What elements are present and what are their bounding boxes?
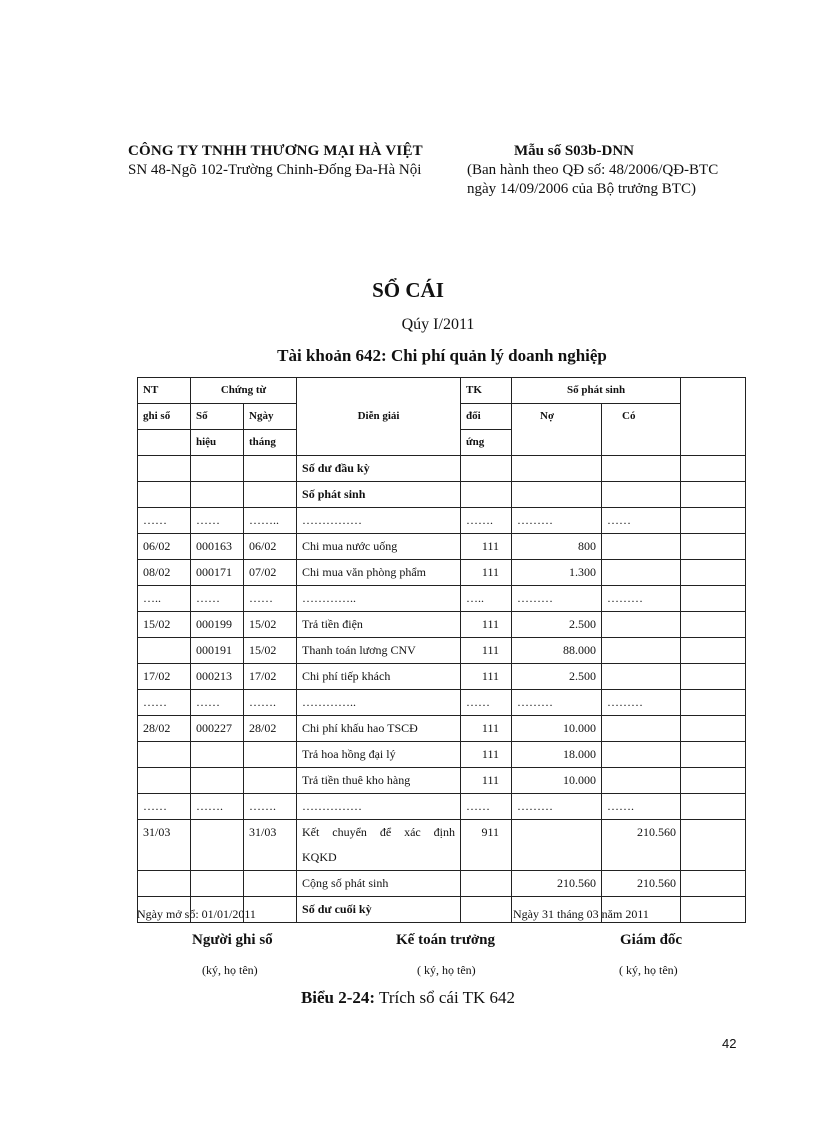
opening-date: Ngày mở sổ: 01/01/2011 bbox=[137, 907, 256, 921]
signer-chief-accountant-title: Kế toán trưởng bbox=[396, 932, 495, 948]
cell-credit bbox=[602, 716, 681, 742]
signer-director-note: ( ký, họ tên) bbox=[619, 963, 678, 977]
cell-doc-no: 000213 bbox=[191, 664, 244, 690]
cell-doc-no: …… bbox=[191, 690, 244, 716]
cell-desc: …………… bbox=[297, 794, 461, 820]
cell-blank bbox=[681, 586, 746, 612]
cell-acct: 111 bbox=[461, 768, 512, 794]
header-ghi-so: ghi sổ bbox=[138, 404, 191, 430]
total-row bbox=[138, 871, 746, 897]
cell-date: …… bbox=[138, 690, 191, 716]
header-nt: NT bbox=[138, 378, 191, 404]
cell-doc-date: …….. bbox=[244, 508, 297, 534]
closing-entry-row bbox=[138, 820, 746, 871]
cell-desc: Chi mua văn phòng phẩm bbox=[297, 560, 461, 586]
cell-debit: 2.500 bbox=[512, 664, 602, 690]
opening-balance-label: Số dư đầu kỳ bbox=[297, 456, 461, 482]
cell-acct: …… bbox=[461, 690, 512, 716]
cell-desc: Chi mua nước uống bbox=[297, 534, 461, 560]
cell-acct: 111 bbox=[461, 534, 512, 560]
cell-credit bbox=[602, 664, 681, 690]
cell-credit: ……… bbox=[602, 690, 681, 716]
table-row bbox=[138, 742, 746, 768]
cell-credit: …… bbox=[602, 508, 681, 534]
cell-acct: ….. bbox=[461, 586, 512, 612]
table-row bbox=[138, 664, 746, 690]
table-row bbox=[138, 716, 746, 742]
cell-blank bbox=[681, 638, 746, 664]
ledger-period: Qúy I/2011 bbox=[401, 316, 475, 333]
cell-blank bbox=[681, 534, 746, 560]
cell-doc-date bbox=[244, 768, 297, 794]
form-issued-line1: (Ban hành theo QĐ số: 48/2006/QĐ-BTC bbox=[467, 162, 719, 178]
cell-doc-date: 28/02 bbox=[244, 716, 297, 742]
header-co: Có bbox=[602, 404, 681, 456]
cell-desc: ………….. bbox=[297, 586, 461, 612]
table-row bbox=[138, 768, 746, 794]
cell-debit: ……… bbox=[512, 794, 602, 820]
company-address: SN 48-Ngõ 102-Trường Chinh-Đống Đa-Hà Nội bbox=[128, 162, 422, 178]
header-chung-tu: Chứng từ bbox=[191, 378, 297, 404]
cell-blank bbox=[681, 768, 746, 794]
cell-debit: 88.000 bbox=[512, 638, 602, 664]
signer-recorder-title: Người ghi sổ bbox=[192, 932, 273, 948]
cell-desc: Trả tiền thuê kho hàng bbox=[297, 768, 461, 794]
cell-credit bbox=[602, 768, 681, 794]
total-credit: 210.560 bbox=[602, 871, 681, 897]
cell-debit: 800 bbox=[512, 534, 602, 560]
total-label: Cộng số phát sinh bbox=[297, 871, 461, 897]
header-hieu: hiệu bbox=[191, 430, 244, 456]
cell-acct: 911 bbox=[461, 820, 512, 871]
cell-desc: Chi phí khấu hao TSCĐ bbox=[297, 716, 461, 742]
cell-doc-date: 15/02 bbox=[244, 612, 297, 638]
cell-doc-no bbox=[191, 768, 244, 794]
cell-credit: 210.560 bbox=[602, 820, 681, 871]
table-row bbox=[138, 508, 746, 534]
cell-date bbox=[138, 768, 191, 794]
cell-doc-date: 31/03 bbox=[244, 820, 297, 871]
cell-blank bbox=[681, 794, 746, 820]
cell-credit bbox=[602, 742, 681, 768]
form-code: Mẫu số S03b-DNN bbox=[514, 143, 635, 159]
cell-debit: 18.000 bbox=[512, 742, 602, 768]
cell-doc-no: …… bbox=[191, 508, 244, 534]
cell-doc-date: 06/02 bbox=[244, 534, 297, 560]
cell-doc-no: ……. bbox=[191, 794, 244, 820]
cell-doc-date: …… bbox=[244, 586, 297, 612]
cell-date: 08/02 bbox=[138, 560, 191, 586]
header-doi: đối bbox=[461, 404, 512, 430]
cell-doc-no: 000163 bbox=[191, 534, 244, 560]
cell-date: …… bbox=[138, 794, 191, 820]
cell-doc-date: 07/02 bbox=[244, 560, 297, 586]
cell-acct: 111 bbox=[461, 560, 512, 586]
header-no: Nợ bbox=[512, 404, 602, 456]
ledger-account: Tài khoản 642: Chi phí quản lý doanh nghiệp bbox=[277, 346, 607, 365]
total-debit: 210.560 bbox=[512, 871, 602, 897]
cell-acct: 111 bbox=[461, 716, 512, 742]
cell-desc bbox=[297, 820, 461, 871]
cell-doc-no: 000199 bbox=[191, 612, 244, 638]
cell-blank bbox=[681, 690, 746, 716]
signer-chief-accountant-note: ( ký, họ tên) bbox=[417, 963, 476, 977]
cell-acct: ……. bbox=[461, 508, 512, 534]
cell-date: 31/03 bbox=[138, 820, 191, 871]
cell-doc-no: 000171 bbox=[191, 560, 244, 586]
cell-debit: 10.000 bbox=[512, 768, 602, 794]
table-row bbox=[138, 794, 746, 820]
table-row bbox=[138, 612, 746, 638]
cell-credit bbox=[602, 638, 681, 664]
arising-label-row bbox=[138, 482, 746, 508]
cell-date: 17/02 bbox=[138, 664, 191, 690]
arising-label: Số phát sinh bbox=[297, 482, 461, 508]
cell-acct: 111 bbox=[461, 612, 512, 638]
cell-blank bbox=[681, 508, 746, 534]
table-row bbox=[138, 690, 746, 716]
cell-acct: …… bbox=[461, 794, 512, 820]
cell-blank bbox=[681, 560, 746, 586]
company-name: CÔNG TY TNHH THƯƠNG MẠI HÀ VIỆT bbox=[128, 143, 423, 159]
cell-doc-date bbox=[244, 742, 297, 768]
table-row bbox=[138, 560, 746, 586]
cell-debit: 10.000 bbox=[512, 716, 602, 742]
cell-acct: 111 bbox=[461, 638, 512, 664]
table-row bbox=[138, 638, 746, 664]
cell-debit bbox=[512, 820, 602, 871]
cell-desc: Trả hoa hồng đại lý bbox=[297, 742, 461, 768]
cell-debit: ……… bbox=[512, 586, 602, 612]
cell-desc: Thanh toán lương CNV bbox=[297, 638, 461, 664]
cell-desc: …………… bbox=[297, 508, 461, 534]
ledger-title: SỔ CÁI bbox=[372, 278, 444, 302]
header-empty bbox=[681, 378, 746, 456]
signer-director-title: Giám đốc bbox=[620, 932, 683, 948]
cell-date: 06/02 bbox=[138, 534, 191, 560]
cell-doc-date: 17/02 bbox=[244, 664, 297, 690]
closing-balance-label: Số dư cuối kỳ bbox=[297, 897, 461, 923]
cell-date: 28/02 bbox=[138, 716, 191, 742]
cell-doc-no: 000191 bbox=[191, 638, 244, 664]
header-tk: TK bbox=[461, 378, 512, 404]
cell-credit bbox=[602, 612, 681, 638]
cell-doc-date: 15/02 bbox=[244, 638, 297, 664]
cell-desc: ………….. bbox=[297, 690, 461, 716]
cell-date: ….. bbox=[138, 586, 191, 612]
header-so-phat-sinh: Số phát sinh bbox=[512, 378, 681, 404]
table-row bbox=[138, 586, 746, 612]
closing-date: Ngày 31 tháng 03 năm 2011 bbox=[513, 907, 649, 921]
cell-desc: Chi phí tiếp khách bbox=[297, 664, 461, 690]
header-ung: ứng bbox=[461, 430, 512, 456]
header-dien-giai-cell bbox=[297, 378, 461, 456]
cell-debit: 2.500 bbox=[512, 612, 602, 638]
cell-desc: Trả tiền điện bbox=[297, 612, 461, 638]
cell-debit: ……… bbox=[512, 508, 602, 534]
header-row-1 bbox=[138, 378, 746, 404]
cell-acct: 111 bbox=[461, 742, 512, 768]
cell-credit bbox=[602, 534, 681, 560]
signer-recorder-note: (ký, họ tên) bbox=[202, 963, 258, 977]
cell-debit: ……… bbox=[512, 690, 602, 716]
cell-acct: 111 bbox=[461, 664, 512, 690]
form-issued-line2: ngày 14/09/2006 của Bộ trưởng BTC) bbox=[467, 181, 696, 197]
header-dien-giai: Diễn giải bbox=[357, 410, 400, 422]
cell-date bbox=[138, 638, 191, 664]
cell-debit: 1.300 bbox=[512, 560, 602, 586]
figure-caption bbox=[0, 988, 816, 1008]
table-row bbox=[138, 534, 746, 560]
cell-doc-no bbox=[191, 742, 244, 768]
header-so: Số bbox=[191, 404, 244, 430]
page-number: 42 bbox=[722, 1036, 737, 1051]
cell-date: …… bbox=[138, 508, 191, 534]
cell-doc-no: …… bbox=[191, 586, 244, 612]
cell-blank bbox=[681, 612, 746, 638]
closing-desc-line1: Kết chuyển để xác định bbox=[302, 825, 456, 839]
header-ngay: Ngày bbox=[244, 404, 297, 430]
closing-desc-line2: KQKD bbox=[302, 850, 337, 864]
cell-blank bbox=[681, 716, 746, 742]
cell-doc-no: 000227 bbox=[191, 716, 244, 742]
cell-blank bbox=[681, 742, 746, 768]
ledger-table bbox=[137, 377, 746, 923]
caption-text: Trích sổ cái TK 642 bbox=[375, 988, 516, 1007]
cell-credit bbox=[602, 560, 681, 586]
cell-doc-no bbox=[191, 820, 244, 871]
cell-credit: ……… bbox=[602, 586, 681, 612]
cell-date bbox=[138, 742, 191, 768]
opening-balance-row bbox=[138, 456, 746, 482]
cell-blank bbox=[681, 664, 746, 690]
caption-label: Biểu 2-24: bbox=[300, 988, 376, 1007]
cell-credit: ……. bbox=[602, 794, 681, 820]
cell-date: 15/02 bbox=[138, 612, 191, 638]
cell-doc-date: ……. bbox=[244, 690, 297, 716]
cell-doc-date: ……. bbox=[244, 794, 297, 820]
header-blank bbox=[138, 430, 191, 456]
header-thang: tháng bbox=[244, 430, 297, 456]
